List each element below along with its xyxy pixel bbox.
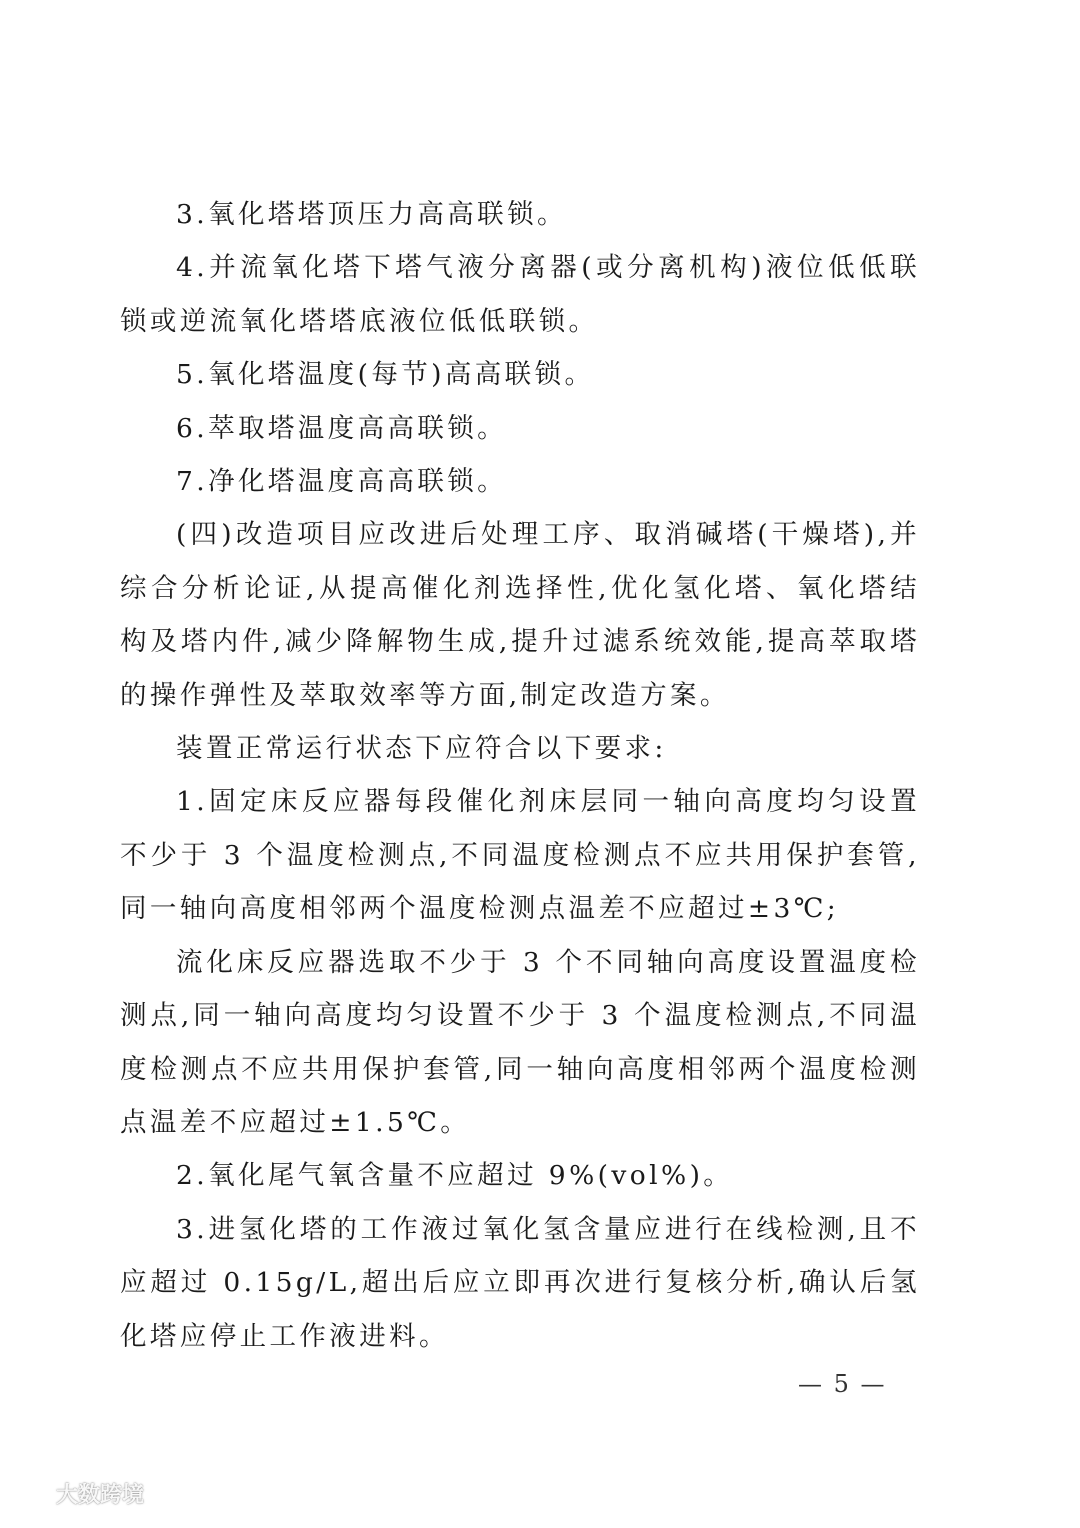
paragraph-requirement-1: 1.固定床反应器每段催化剂床层同一轴向高度均匀设置不少于 3 个温度检测点,不同温度检测点不应共用保护套管,同一轴向高度相邻两个温度检测点温差不应超过±3℃; [120, 786, 920, 925]
document-body [120, 188, 920, 1363]
paragraph-section-4: (四)改造项目应改进后处理工序、取消碱塔(干燥塔),并综合分析论证,从提高催化剂选择性,优化氢化塔、氧化塔结构及塔内件,减少降解物生成,提升过滤系统效能,提高萃取塔的操作弹性及萃取效率等方面,制定改造方案。 [120, 519, 920, 711]
paragraph-interlock-7: 7.净化塔温度高高联锁。 [176, 466, 508, 498]
paragraph-requirements-intro: 装置正常运行状态下应符合以下要求: [176, 733, 667, 765]
paragraph-interlock-3: 3.氧化塔塔顶压力高高联锁。 [176, 199, 567, 230]
logo-icon [14, 1481, 50, 1507]
watermark-text: 大数跨境 [56, 1483, 145, 1508]
paragraph-requirement-2: 2.氧化尾气氧含量不应超过 9%(vol%)。 [176, 1160, 734, 1192]
paragraph-interlock-4: 4.并流氧化塔下塔气液分离器(或分离机构)液位低低联锁或逆流氧化塔塔底液位低低联锁。 [120, 252, 920, 337]
page-number: — 5 — [798, 1370, 887, 1398]
paragraph-interlock-6: 6.萃取塔温度高高联锁。 [176, 412, 508, 444]
paragraph-fluidized-bed: 流化床反应器选取不少于 3 个不同轴向高度设置温度检测点,同一轴向高度均匀设置不少于 3 个温度检测点,不同温度检测点不应共用保护套管,同一轴向高度相邻两个温度检测点温差不应超过±1.5℃。 [120, 946, 920, 1138]
watermark [14, 1478, 144, 1509]
paragraph-interlock-5: 5.氧化塔温度(每节)高高联锁。 [176, 359, 595, 391]
paragraph-requirement-3: 3.进氢化塔的工作液过氧化氢含量应进行在线检测,且不应超过 0.15g/L,超出后应立即再次进行复核分析,确认后氢化塔应停止工作液进料。 [120, 1213, 920, 1352]
